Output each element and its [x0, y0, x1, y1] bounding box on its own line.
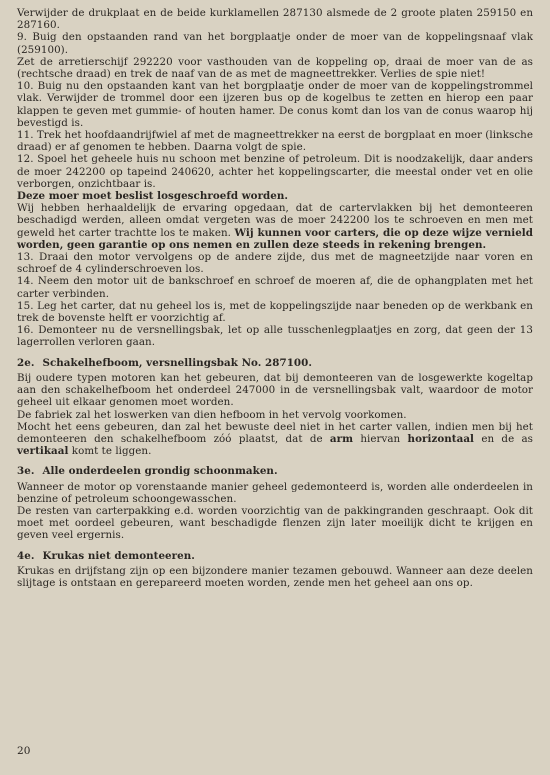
- intro-paragraph: Verwijder de drukplaat en de beide kurklamellen 287130 alsmede de 2 groote platen 259150 en 287160.: [17, 7, 533, 32]
- warning-text: Wij hebben herhaaldelijk de ervaring opgedaan, dat de cartervlakken bij het demonteeren beschadigd werden, alleen omdat vergeten was de moer 242200 los te schroeven en men met geweld het carter trachtte los te maken.: [17, 202, 533, 239]
- section-2-paragraph-3: [17, 421, 533, 458]
- step-12: 12. Spoel het geheele huis nu schoon met benzine of petroleum. Dit is noodzakelijk, daar anders de moer 242200 op tapeind 240620, achter het koppelingscarter, die meestal onder vet en olie verborgen, onzichtbaar is.: [17, 153, 533, 190]
- horizontaal-term: horizontaal: [407, 432, 475, 445]
- step-9: 9. Buig den opstaanden rand van het borgplaatje onder de moer van de koppelingsnaaf vlak (259100).: [17, 31, 533, 56]
- section-2-heading: [17, 357, 533, 369]
- step-9-continued: Zet de arretierschijf 292220 voor vasthouden van de koppeling op, draai de moer van de as (rechtsche draad) en trek de naaf van de as met de magneettrekker. Verlies de spie niet!: [17, 55, 533, 81]
- step-10: 10. Buig nu den opstaanden kant van het borgplaatje onder de moer van de koppelingstrommel vlak. Verwijder de trommel door een ijzeren bus op de kogelbus te zetten en hierop een paar klappen te geven met gummie- of houten hamer. De conus komt dan los van de conus waarop hij bevestigd is.: [17, 80, 533, 129]
- warning-heading: Deze moer moet beslist losgeschroefd worden.: [17, 190, 289, 203]
- section-2-text-d: komt te liggen.: [71, 445, 152, 458]
- section-2-paragraph-2: De fabriek zal het loswerken van dien hefboom in het vervolg voorkomen.: [17, 408, 407, 421]
- step-16: 16. Demonteer nu de versnellingsbak, let op alle tusschenlegplaatjes en zorg, dat geen der 13 lagerrollen verloren gaan.: [17, 324, 533, 349]
- section-4-title: Krukas niet demonteeren.: [42, 549, 195, 562]
- step-13: 13. Draai den motor vervolgens op de andere zijde, dus met de magneetzijde naar voren en schroef de 4 cylinderschroeven los.: [17, 251, 533, 276]
- section-3-heading: [17, 465, 533, 477]
- section-2-text-a: Mocht het eens gebeuren, dan zal het bewuste deel niet in het carter vallen, indien men bij het demonteeren den schakelhefboom zóó plaatst, dat de: [17, 420, 533, 445]
- section-4-number: 4e.: [17, 549, 35, 562]
- arm-term: arm: [329, 432, 354, 445]
- section-2-paragraph-1: Bij oudere typen motoren kan het gebeuren, dat bij demonteeren van de losgewerkte kogeltap aan den schakelhefboom het onderdeel 247000 in de versnellingsbak valt, waardoor de motor geheel uit elkaar genomen moet worden.: [17, 371, 533, 409]
- vertikaal-term: vertikaal: [17, 445, 69, 458]
- warning-paragraph: [17, 202, 533, 251]
- section-4-heading: [17, 550, 533, 562]
- section-4-paragraph-1: Krukas en drijfstang zijn op een bijzondere manier tezamen gebouwd. Wanneer aan deze deelen slijtage is ontstaan en gerepareerd moeten worden, zende men het geheel aan ons op.: [17, 564, 533, 589]
- section-2-title: Schakelhefboom, versnellingsbak No. 287100.: [42, 356, 312, 369]
- section-2-text-c: en de as: [481, 432, 534, 445]
- section-3-paragraph-1: Wanneer de motor op vorenstaande manier geheel gedemonteerd is, worden alle onderdeelen in benzine of petroleum schoongewasschen.: [17, 480, 533, 505]
- section-2-text-b: hiervan: [360, 432, 401, 445]
- step-11: 11. Trek het hoofdaandrijfwiel af met de magneettrekker na eerst de borgplaat en moer (linksche draad) er af genomen te hebben. Daarna volgt de spie.: [17, 129, 533, 154]
- section-3-number: 3e.: [17, 465, 35, 478]
- section-2-number: 2e.: [17, 356, 35, 369]
- step-15: 15. Leg het carter, dat nu geheel los is, met de koppelingszijde naar beneden op de werkbank en trek de bovenste helft er voorzichtig af.: [17, 299, 533, 325]
- page-number: 20: [17, 745, 31, 757]
- step-14: 14. Neem den motor uit de bankschroef en schroef de moeren af, die de ophangplaten met het carter verbinden.: [17, 275, 533, 300]
- warning-bold-text: Wij kunnen voor carters, die op deze wijze vernield worden, geen garantie op ons nemen en zullen deze steeds in rekening brengen.: [17, 226, 534, 251]
- section-3-paragraph-2: De resten van carterpakking e.d. worden voorzichtig van de pakkingranden geschraapt. Ook dit moet met oordeel gebeuren, want beschadigde flenzen zijn later moeilijk dicht te krijgen en geven veel ergernis.: [17, 504, 533, 542]
- section-3-title: Alle onderdeelen grondig schoonmaken.: [42, 465, 278, 478]
